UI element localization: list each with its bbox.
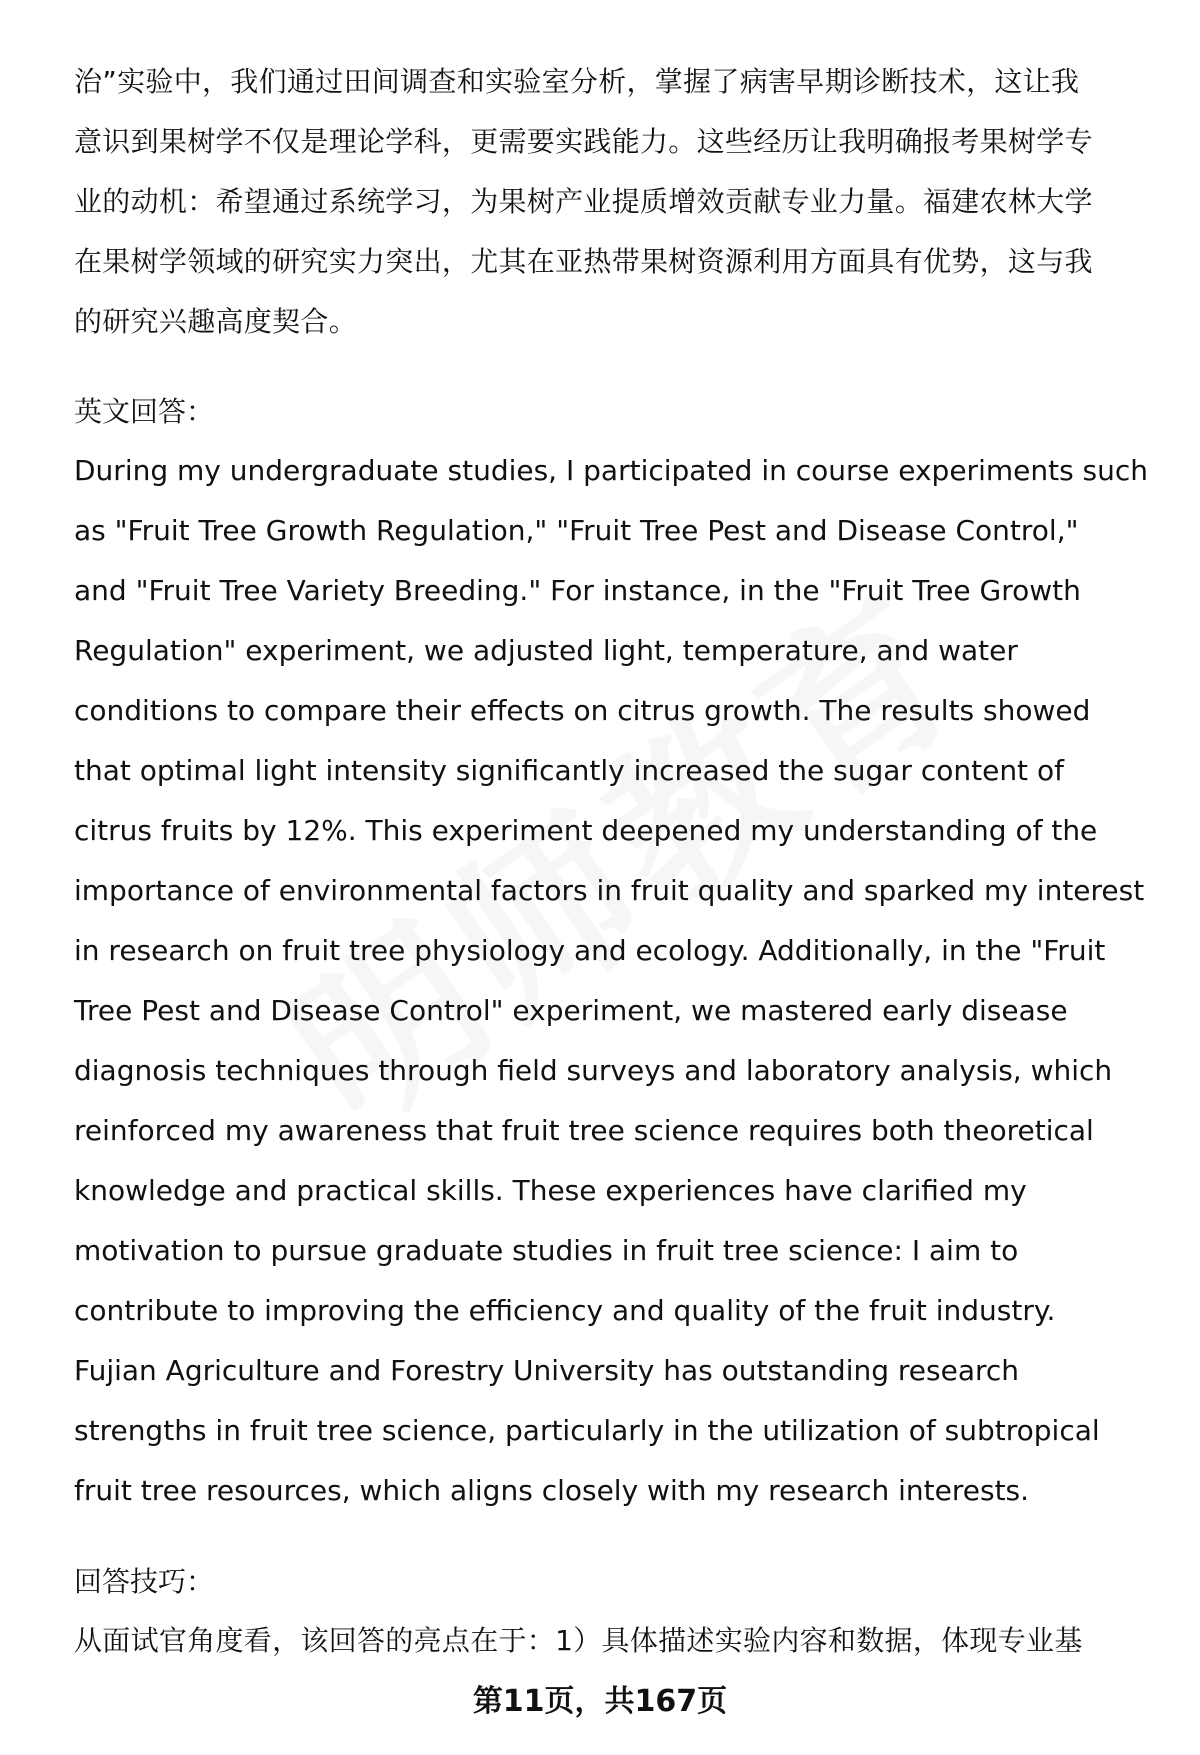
paragraph-line: 意识到果树学不仅是理论学科，更需要实践能力。这些经历让我明确报考果树学专 bbox=[74, 125, 1093, 158]
paragraph-line: diagnosis techniques through field surveys and laboratory analysis, which bbox=[74, 1054, 1113, 1087]
paragraph-line: contribute to improving the efficiency and quality of the fruit industry. bbox=[74, 1294, 1056, 1327]
paragraph-line: Tree Pest and Disease Control" experiment, we mastered early disease bbox=[74, 994, 1068, 1027]
paragraph-line: 业的动机：希望通过系统学习，为果树产业提质增效贡献专业力量。福建农林大学 bbox=[74, 185, 1093, 218]
paragraph-line: During my undergraduate studies, I participated in course experiments such bbox=[74, 454, 1149, 487]
paragraph-line: as "Fruit Tree Growth Regulation," "Fruit Tree Pest and Disease Control," bbox=[74, 514, 1079, 547]
english-answer-paragraph bbox=[74, 441, 1164, 1521]
paragraph-line: 的研究兴趣高度契合。 bbox=[74, 305, 358, 338]
answer-tips-paragraph bbox=[74, 1611, 1164, 1671]
paragraph-line: Fujian Agriculture and Forestry University has outstanding research bbox=[74, 1354, 1020, 1387]
paragraph-line: reinforced my awareness that fruit tree science requires both theoretical bbox=[74, 1114, 1094, 1147]
page-number-footer: 第11页，共167页 bbox=[472, 1684, 728, 1719]
paragraph-line: in research on fruit tree physiology and ecology. Additionally, in the "Fruit bbox=[74, 934, 1106, 967]
paragraph-line: Regulation" experiment, we adjusted light, temperature, and water bbox=[74, 634, 1018, 667]
paragraph-line: citrus fruits by 12%. This experiment deepened my understanding of the bbox=[74, 814, 1098, 847]
paragraph-line: 在果树学领域的研究实力突出，尤其在亚热带果树资源利用方面具有优势，这与我 bbox=[74, 245, 1093, 278]
paragraph-line: strengths in fruit tree science, particularly in the utilization of subtropical bbox=[74, 1414, 1100, 1447]
paragraph-line: that optimal light intensity significantly increased the sugar content of bbox=[74, 754, 1064, 787]
paragraph-line: 从面试官角度看，该回答的亮点在于：1）具体描述实验内容和数据，体现专业基 bbox=[74, 1624, 1083, 1657]
paragraph-line: importance of environmental factors in fruit quality and sparked my interest bbox=[74, 874, 1145, 907]
paragraph-line: 治”实验中，我们通过田间调查和实验室分析，掌握了病害早期诊断技术，这让我 bbox=[74, 65, 1080, 98]
english-answer-heading: 英文回答： bbox=[74, 395, 215, 428]
paragraph-line: motivation to pursue graduate studies in fruit tree science: I aim to bbox=[74, 1234, 1019, 1267]
chinese-answer-paragraph bbox=[74, 52, 1164, 352]
paragraph-line: and "Fruit Tree Variety Breeding." For instance, in the "Fruit Tree Growth bbox=[74, 574, 1081, 607]
paragraph-line: fruit tree resources, which aligns closely with my research interests. bbox=[74, 1474, 1030, 1507]
paragraph-line: knowledge and practical skills. These experiences have clarified my bbox=[74, 1174, 1027, 1207]
paragraph-line: conditions to compare their effects on citrus growth. The results showed bbox=[74, 694, 1091, 727]
answer-tips-heading: 回答技巧： bbox=[74, 1565, 215, 1598]
